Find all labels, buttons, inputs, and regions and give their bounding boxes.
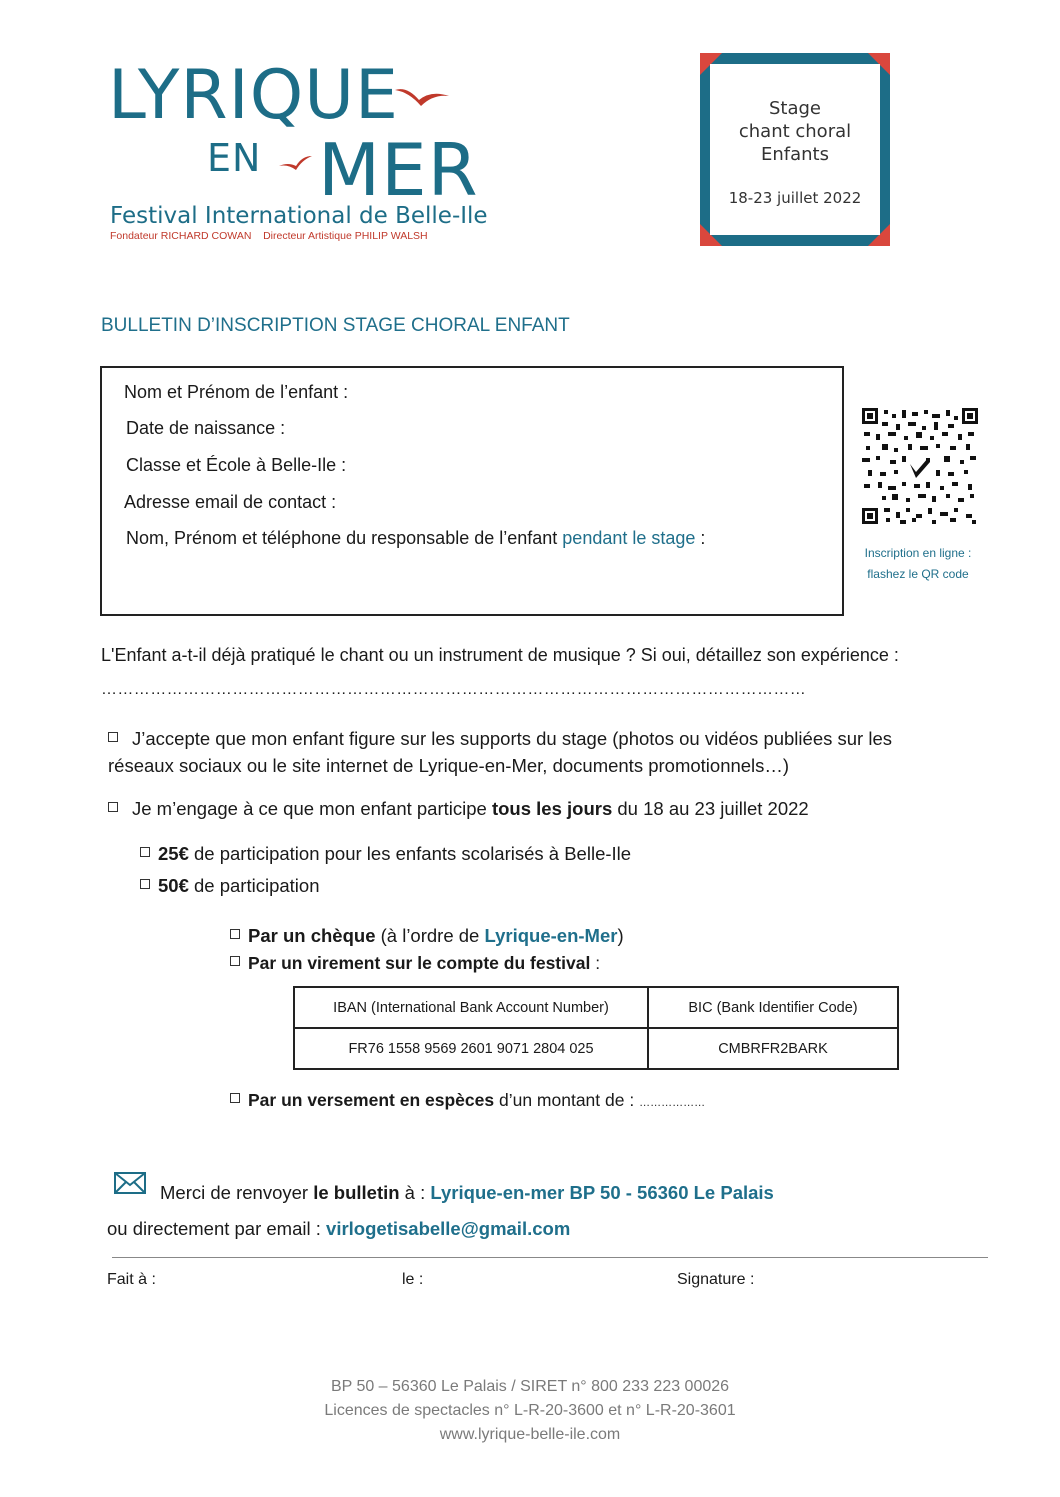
payment-virement: Par un virement sur le compte du festival :: [230, 953, 600, 974]
checkbox-icon[interactable]: [140, 879, 150, 889]
checkbox-icon[interactable]: [140, 847, 150, 857]
page-title: BULLETIN D’INSCRIPTION STAGE CHORAL ENFANT: [101, 315, 570, 336]
payment-cheque: Par un chèque (à l’ordre de Lyrique-en-Mer): [230, 925, 624, 947]
field-name-label: Nom et Prénom de l’enfant :: [124, 382, 349, 402]
logo-line2-mer: MER: [318, 128, 479, 212]
child-info-box: [100, 366, 844, 616]
logo-credits: Fondateur RICHARD COWAN Directeur Artistique PHILIP WALSH: [110, 230, 428, 242]
experience-dots[interactable]: …………………………………………………………………………………………………………………: [101, 681, 807, 698]
seagull-icon: [393, 82, 453, 114]
checkbox-icon[interactable]: [108, 802, 118, 812]
checkbox-icon[interactable]: [230, 1093, 240, 1103]
consent-line2: réseaux sociaux ou le site internet de Lyrique-en-Mer, documents promotionnels…): [108, 755, 790, 776]
divider: [112, 1257, 988, 1258]
fee-option-50: 50€ de participation: [140, 875, 320, 897]
badge-text: Stage chant choral Enfants 18-23 juillet 2022: [700, 97, 890, 210]
payment-cash: Par un versement en espèces d’un montant de : ………………: [230, 1090, 705, 1111]
footer-website[interactable]: www.lyrique-belle-ile.com: [439, 1426, 621, 1443]
logo-subtitle: Festival International de Belle-Ile: [110, 203, 488, 229]
field-birth-label: Date de naissance :: [126, 418, 286, 438]
field-school-label: Classe et École à Belle-Ile :: [126, 455, 347, 475]
checkbox-icon[interactable]: [230, 929, 240, 939]
experience-question: L'Enfant a-t-il déjà pratiqué le chant ou un instrument de musique ? Si oui, détaillez son expérience :: [101, 645, 899, 665]
stage-badge: [700, 53, 890, 246]
commit-checkbox-row: Je m’engage à ce que mon enfant participe tous les jours du 18 au 23 juillet 2022: [108, 798, 809, 820]
consent-checkbox-row: [108, 728, 892, 750]
consent-line1: J’accepte que mon enfant figure sur les supports du stage (photos ou vidéos publiées sur les: [132, 728, 892, 749]
signature-sign: Signature :: [677, 1271, 755, 1288]
bank-details-table: [293, 986, 899, 1070]
qr-code-icon[interactable]: [862, 408, 978, 524]
signature-place: Fait à :: [107, 1271, 156, 1288]
return-address: Merci de renvoyer le bulletin à : Lyrique-en-mer BP 50 - 56360 Le Palais: [160, 1182, 774, 1203]
checkbox-icon[interactable]: [230, 956, 240, 966]
badge-dates: 18-23 juillet 2022: [728, 189, 862, 207]
bic-value: CMBRFR2BARK: [648, 1028, 898, 1069]
footer-line2: Licences de spectacles n° L-R-20-3600 et n° L-R-20-3601: [324, 1402, 736, 1419]
iban-header: IBAN (International Bank Account Number): [294, 987, 648, 1028]
signature-date: le :: [402, 1271, 424, 1288]
bic-header: BIC (Bank Identifier Code): [648, 987, 898, 1028]
checkbox-icon[interactable]: [108, 732, 118, 742]
logo-line2-en: EN: [207, 136, 262, 180]
fee-option-25: 25€ de participation pour les enfants scolarisés à Belle-Ile: [140, 843, 631, 865]
iban-value: FR76 1558 9569 2601 9071 2804 025: [294, 1028, 648, 1069]
qr-caption: Inscription en ligne : flashez le QR code: [864, 546, 972, 581]
logo-line1: LYRIQUE: [108, 56, 399, 135]
field-guardian-label: Nom, Prénom et téléphone du responsable de l’enfant pendant le stage :: [126, 528, 706, 548]
return-email: ou directement par email : virlogetisabelle@gmail.com: [107, 1218, 571, 1239]
footer-line1: BP 50 – 56360 Le Palais / SIRET n° 800 233 223 00026: [330, 1378, 730, 1395]
seagull-small-icon: [278, 152, 314, 172]
field-email-label: Adresse email de contact :: [124, 492, 337, 512]
email-link[interactable]: virlogetisabelle@gmail.com: [326, 1218, 571, 1239]
envelope-icon: [114, 1172, 146, 1194]
